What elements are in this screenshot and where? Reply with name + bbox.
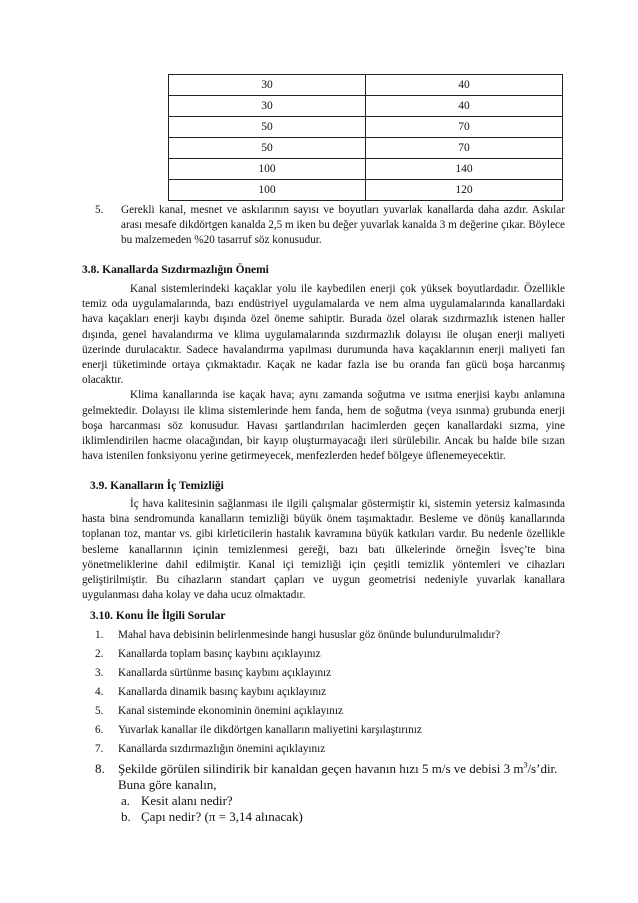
table-cell-col2: 120	[366, 180, 563, 201]
question-3	[95, 664, 565, 683]
item-5-text: Gerekli kanal, mesnet ve askılarının sayısı ve boyutları yuvarlak kanallarda daha azdır. Askılar arası mesafe dikdörtgen kanalda 2,5 m iken bu değer yuvarlak kanalda 3 m değerine çıkar. Böylece bu malzemeden %20 tasarruf söz konusudur.	[121, 204, 565, 247]
table-cell-col1: 50	[169, 138, 366, 159]
table-cell-col2: 40	[366, 75, 563, 96]
table-cell-col1: 30	[169, 75, 366, 96]
item-5	[95, 203, 565, 249]
sub-question-letter: a.	[121, 793, 131, 808]
item-5-number: 5.	[95, 204, 104, 216]
question-8-text-start: Şekilde görülen silindirik bir kanaldan geçen havanın hızı 5 m/s ve debisi 3 m	[118, 761, 524, 776]
table-cell-col2: 70	[366, 117, 563, 138]
question-number: 3.	[95, 667, 104, 679]
table-cell-col2: 70	[366, 138, 563, 159]
table-row	[169, 138, 563, 159]
sub-question-text: Kesit alanı nedir?	[141, 793, 233, 808]
question-8-superscript: 3	[523, 760, 528, 770]
values-table	[168, 74, 563, 201]
question-6	[95, 721, 565, 740]
questions-list	[95, 626, 565, 825]
question-text: Kanallarda dinamik basınç kaybını açıklayınız	[118, 686, 327, 698]
section-3-8-heading: 3.8. Kanallarda Sızdırmazlığın Önemi	[82, 264, 269, 276]
table-row	[169, 75, 563, 96]
table-row	[169, 96, 563, 117]
question-4	[95, 683, 565, 702]
table-cell-col1: 100	[169, 180, 366, 201]
table-row	[169, 117, 563, 138]
sub-question-letter: b.	[121, 809, 131, 824]
question-number: 1.	[95, 629, 104, 641]
question-8-sub-b	[95, 809, 565, 825]
section-3-9-heading: 3.9. Kanalların İç Temizliği	[90, 480, 224, 492]
question-1	[95, 626, 565, 645]
section-3-10-heading: 3.10. Konu İle İlgili Sorular	[90, 610, 226, 622]
question-text: Yuvarlak kanallar ile dikdörtgen kanalların maliyetini karşılaştırınız	[118, 724, 422, 736]
question-5	[95, 702, 565, 721]
section-3-8-paragraph-1: Kanal sistemlerindeki kaçaklar yolu ile kaybedilen enerji çok yüksek boyutlardadır. Özellikle temiz oda uygulamalarında, bazı endüstriyel uygulamalarda ve nem alma uygulamalarında kanallardaki hava kaçakları enerji kaybı dışında özel öneme sahiptir. Burada özel olarak sızdırmazlık istenen haller dışında, genel havalandırma ve klima uygulamalarında sızdırmazlık dolayısı ile oluşan enerji maliyeti üzerinde durulacaktır. Sadece havalandırma yapılması durumunda hava kaçaklarının enerji maliyeti fan enerji tüketiminde ortaya çıkmaktadır. Kaçak ne kadar fazla ise bu oranda fan gücü boşa harcanmış olacaktır.	[82, 283, 565, 387]
question-7	[95, 740, 565, 759]
question-number: 2.	[95, 648, 104, 660]
section-3-9-body	[82, 497, 565, 603]
question-number: 5.	[95, 705, 104, 717]
question-number: 4.	[95, 686, 104, 698]
question-8-text-end: /s’dir. Buna göre kanalın,	[118, 761, 558, 792]
section-3-8-body	[82, 282, 565, 464]
question-2	[95, 645, 565, 664]
table-cell-col1: 50	[169, 117, 366, 138]
table-cell-col1: 100	[169, 159, 366, 180]
question-text: Kanallarda toplam basınç kaybını açıklayınız	[118, 648, 321, 660]
table-cell-col2: 40	[366, 96, 563, 117]
section-3-9-paragraph-1: İç hava kalitesinin sağlanması ile ilgili çalışmalar göstermiştir ki, sistemin yetersiz kalmasında hasta bina sendromunda kanalların temizliği büyük önem taşımaktadır. Besleme ve dönüş kanallarında toplanan toz, mantar vs. gibi kirleticilerin hastalık kavramına büyük katkıları vardır. Bu nedenle özellikle besleme kanallarının içinin temizlenmesi gereği, bazı batı ülkelerinde örneğin İsveç’te bina yönetmeliklerine dahil edilmiştir. Kanal içi temizliği için çeşitli temizlik yöntemleri ve cihazları geliştirilmiştir. Bu cihazların standart çapları ve uygun geometrisi nedeniyle yuvarlak kanallara uygulanması daha kolay ve daha ucuz olmaktadır.	[82, 498, 565, 602]
question-number: 6.	[95, 724, 104, 736]
table-cell-col1: 30	[169, 96, 366, 117]
sub-question-text: Çapı nedir? (π = 3,14 alınacak)	[141, 809, 303, 824]
question-text: Mahal hava debisinin belirlenmesinde hangi hususlar göz önünde bulundurulmalıdır?	[118, 629, 501, 641]
table-row	[169, 159, 563, 180]
table-row	[169, 180, 563, 201]
section-3-8-paragraph-2: Klima kanallarında ise kaçak hava; aynı zamanda soğutma ve ısıtma enerjisi kaybı anlamına gelmektedir. Dolayısı ile klima sistemlerinde hem fanda, hem de soğutma (veya ısınma) grubunda enerji boşa harcanması söz konusudur. Havası şartlandırılan hacimlerden geçen kanallardaki sızma, yine iklimlendirilen hacme olacağından, bir kayıp oluşturmayacağı ileri sürülebilir. Ancak bu halde bile sızan hava istenilen fonksiyonu yerine getirmeyecek, menfezlerden hedef bölgeye üflenemeyecektir.	[82, 389, 565, 463]
question-text: Kanallarda sızdırmazlığın önemini açıklayınız	[118, 743, 326, 755]
question-text: Kanallarda sürtünme basınç kaybını açıklayınız	[118, 667, 332, 679]
question-8	[95, 759, 565, 793]
question-8-sub-a	[95, 793, 565, 809]
question-8-number: 8.	[95, 761, 105, 776]
question-text: Kanal sisteminde ekonominin önemini açıklayınız	[118, 705, 343, 717]
question-number: 7.	[95, 743, 104, 755]
table-cell-col2: 140	[366, 159, 563, 180]
